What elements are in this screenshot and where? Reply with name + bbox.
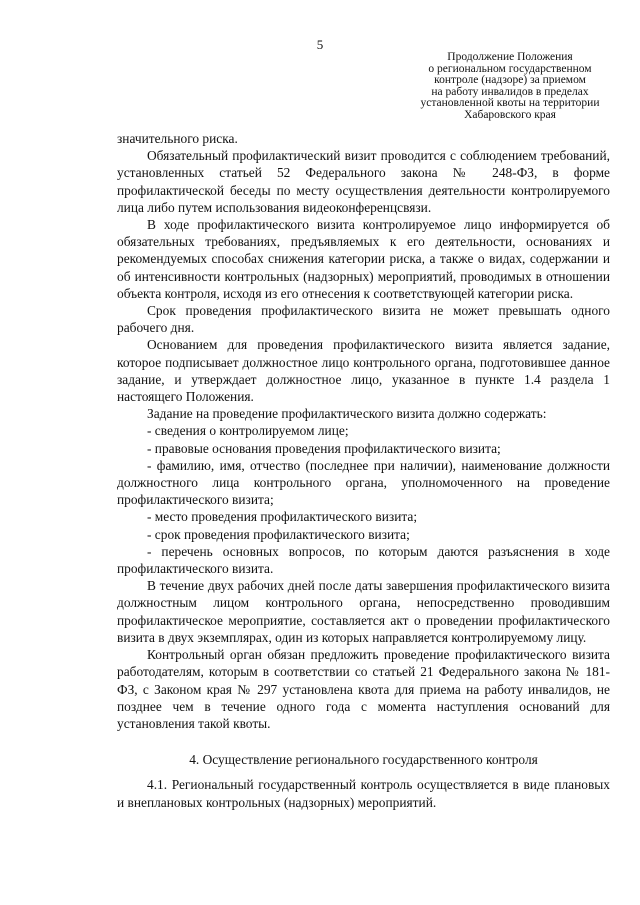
- paragraph: Обязательный профилактический визит проводится с соблюдением требований, установленных статьей 52 Федерального закона № 248-ФЗ, в форме профилактической беседы по месту осуществления деятельности контролируемого лица либо путем использования видеоконференцсвязи.: [117, 148, 610, 215]
- list-item: - фамилию, имя, отчество (последнее при наличии), наименование должности должностного лица контрольного органа, уполномоченного на проведение профилактического визита;: [117, 457, 610, 508]
- header-line: контроле (надзоре) за приемом: [434, 74, 586, 86]
- page-number: 5: [316, 37, 324, 52]
- paragraph: Срок проведения профилактического визита не может превышать одного рабочего дня.: [117, 303, 610, 336]
- paragraph: Задание на проведение профилактического визита должно содержать:: [147, 406, 547, 422]
- header-line: Хабаровского края: [464, 108, 556, 121]
- list-item: - сведения о контролируемом лице;: [147, 423, 349, 439]
- list-item: - срок проведения профилактического визита;: [147, 526, 410, 542]
- paragraph: В ходе профилактического визита контролируемое лицо информируется об обязательных требованиях, предъявляемых к его деятельности, основаниях и рекомендуемых способах снижения категории риска, а также о видах, содержании и об интенсивности контрольных (надзорных) мероприятий, проводимых в отношении объекта контроля, исходя из его отнесения к соответствующей категории риска.: [117, 217, 610, 301]
- paragraph: Контрольный орган обязан предложить проведение профилактического визита работодателям, которым в соответствии со статьей 21 Федерального закона № 181-ФЗ, с Законом края № 297 установлена квота для приема на работу инвалидов, не позднее чем в течение одного года с момента наступления оснований для установления такой квоты.: [117, 647, 610, 731]
- header-line: на работу инвалидов в пределах: [431, 85, 589, 98]
- header-line: Продолжение Положения: [447, 51, 573, 63]
- list-item: - правовые основания проведения профилактического визита;: [147, 440, 501, 456]
- paragraph: значительного риска.: [117, 131, 238, 146]
- header-line: о региональном государственном: [428, 62, 592, 75]
- document-body: [117, 130, 610, 811]
- paragraph: В течение двух рабочих дней после даты завершения профилактического визита должностным лицом контрольного органа, непосредственно проводившим профилактическое мероприятие, составляется акт о проведении профилактического визита в двух экземплярах, один из которых направляется контролируемому лицу.: [117, 578, 610, 645]
- section-heading: 4. Осуществление регионального государственного контроля: [189, 752, 538, 768]
- list-item: - место проведения профилактического визита;: [147, 509, 418, 525]
- document-header: [396, 52, 624, 121]
- list-item: - перечень основных вопросов, по которым даются разъяснения в ходе профилактического визита.: [117, 543, 610, 577]
- paragraph: Основанием для проведения профилактического визита является задание, которое подписывает должностное лицо контрольного органа, подготовившее данное задание, и утверждает должностное лицо, указанное в пункте 1.4 раздела 1 настоящего Положения.: [117, 337, 610, 405]
- paragraph: 4.1. Региональный государственный контроль осуществляется в виде плановых и внеплановых контрольных (надзорных) мероприятий.: [117, 777, 610, 810]
- header-line: установленной квоты на территории: [420, 97, 600, 109]
